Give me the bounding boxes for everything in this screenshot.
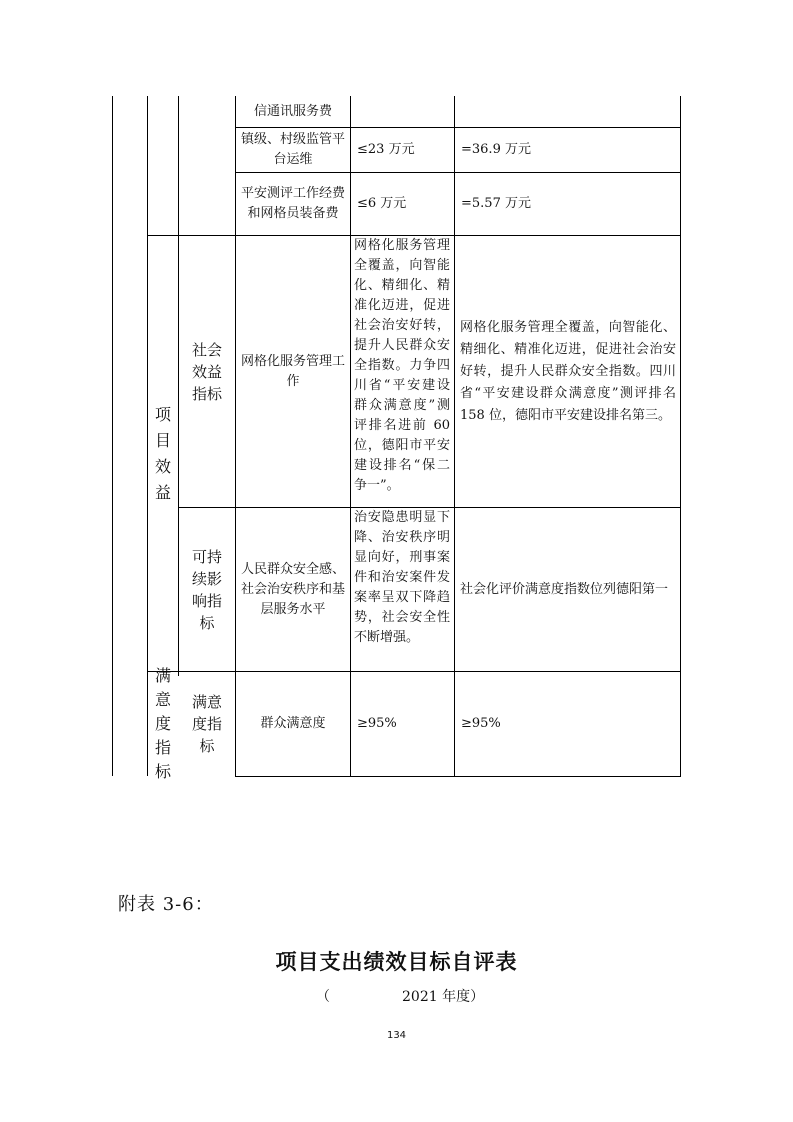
indicator-cell [240,128,346,172]
indicator-text: 网格化服务管理工作 [240,353,345,389]
indicator-text: 群众满意度 [260,716,326,731]
appendix-label: 附表 3-6： [118,894,214,915]
indicator-text: 镇级、村级监管平台运维 [240,132,345,167]
target-text: 网格化服务管理全覆盖，向智能化、精细化、精准化迈进，促进社会治安好转，提升人民群众安全指数。力争四川省“平安建设群众满意度”测评排名进前 60 位，德阳市平安建设排名“保二争一”。 [354,238,450,493]
target-text: ≥95% [357,716,397,731]
indicator-cell [240,236,346,507]
target-cell [351,128,454,172]
target-cell [351,173,454,235]
year-label: 2021 年度） [402,989,485,1005]
actual-cell [455,173,680,235]
category-cell [152,666,174,781]
indicator-text: 人民群众安全感、社会治安秩序和基层服务水平 [240,561,345,617]
subcategory-cell [184,236,230,507]
subcategory-cell [184,508,230,671]
indicator-text: 信通讯服务费 [253,103,332,119]
page-title: 项目支出绩效目标自评表 [275,950,518,974]
subcategory-text: 社会效益指标 [191,340,222,403]
actual-cell [455,672,680,776]
category-cell [152,236,174,671]
subcategory-text: 可持续影响指标 [191,547,222,632]
subcategory-cell [184,672,230,776]
actual-text: 社会化评价满意度指数位列德阳第一 [460,581,669,597]
target-text: 治安隐患明显下降、治安秩序明显向好，刑事案件和治安案件发案率呈双下降趋势，社会安全性不断增强。 [354,510,450,645]
actual-cell [457,236,679,507]
target-cell [351,672,454,776]
target-cell [352,508,452,671]
target-cell [352,236,452,507]
actual-text: =5.57 万元 [461,196,531,211]
subcategory-text: 满意度指标 [191,693,222,755]
category-text: 项目效益 [154,404,171,502]
indicator-cell [236,96,350,127]
actual-cell [457,508,679,671]
indicator-cell [240,173,346,235]
year-paren: （ [316,989,330,1005]
actual-text: =36.9 万元 [461,142,531,157]
target-text: ≤23 万元 [357,142,415,157]
actual-text: 网格化服务管理全覆盖，向智能化、精细化、精准化迈进，促进社会治安好转，提升人民群众安全指数。四川省“平安建设群众满意度”测评排名158 位，德阳市平安建设排名第三。 [460,319,676,423]
indicator-cell [240,508,346,671]
actual-cell [455,128,680,172]
actual-text: ≥95% [461,716,501,731]
indicator-cell [240,672,346,776]
indicator-text: 平安测评工作经费和网格员装备费 [240,186,345,221]
page-number: 134 [386,1030,407,1041]
category-text: 满意度指标 [154,666,171,781]
target-text: ≤6 万元 [357,196,407,211]
